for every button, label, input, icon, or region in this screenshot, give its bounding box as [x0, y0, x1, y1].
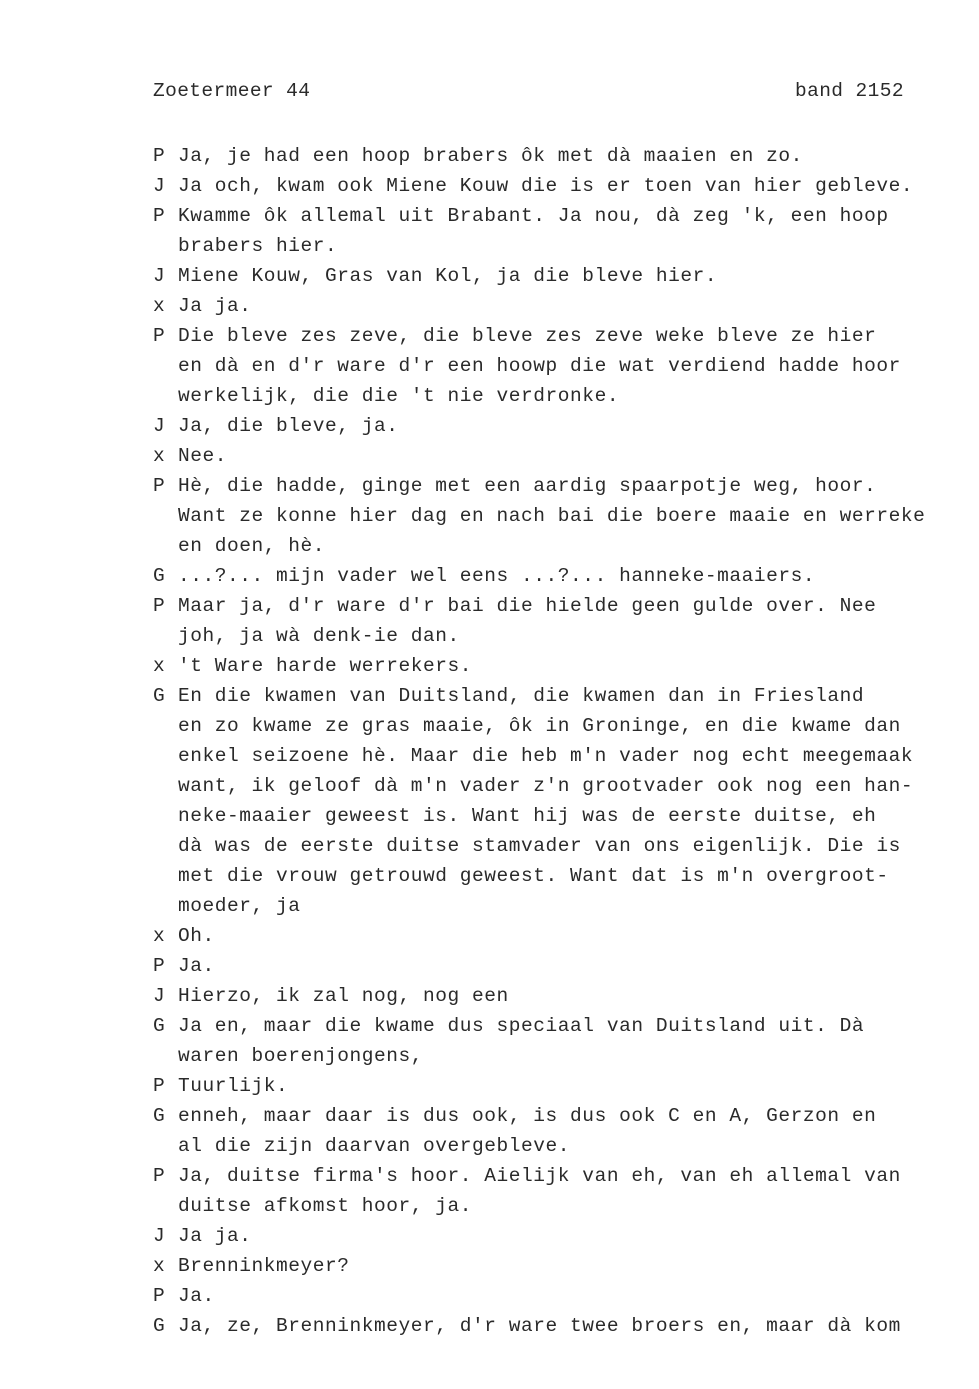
transcript-line [153, 621, 953, 651]
transcript-line [153, 1041, 953, 1071]
transcript-body [153, 141, 953, 1341]
speaker-label: P [153, 1285, 166, 1307]
transcript-line [153, 1191, 953, 1221]
line-text: Ja ja. [178, 1225, 252, 1247]
speaker-label: P [153, 955, 166, 977]
speaker-label: G [153, 1015, 166, 1037]
line-text: Kwamme ôk allemal uit Brabant. Ja nou, dà zeg 'k, een hoop [178, 205, 889, 227]
line-text: Maar ja, d'r ware d'r bai die hielde geen gulde over. Nee [178, 595, 877, 617]
line-text: Ja, je had een hoop brabers ôk met dà maaien en zo. [178, 145, 803, 167]
transcript-line [153, 771, 953, 801]
line-text: moeder, ja [178, 895, 301, 917]
speaker-label: x [153, 925, 166, 947]
speaker-label: J [153, 1225, 166, 1247]
transcript-line [153, 141, 953, 171]
transcript-line [153, 921, 953, 951]
line-text: Brenninkmeyer? [178, 1255, 350, 1277]
line-text: waren boerenjongens, [178, 1045, 424, 1067]
transcript-line [153, 1281, 953, 1311]
speaker-label: G [153, 1105, 166, 1127]
line-text: en zo kwame ze gras maaie, ôk in Groninge, en die kwame dan [178, 715, 901, 737]
line-text: Ja, ze, Brenninkmeyer, d'r ware twee broers en, maar dà kom [178, 1315, 901, 1337]
line-text: Oh. [178, 925, 215, 947]
transcript-line [153, 1131, 953, 1161]
transcript-line [153, 1101, 953, 1131]
line-text: want, ik geloof dà m'n vader z'n grootvader ook nog een han- [178, 775, 914, 797]
transcript-line [153, 441, 953, 471]
speaker-label: G [153, 1315, 166, 1337]
transcript-line [153, 711, 953, 741]
line-text: al die zijn daarvan overgebleve. [178, 1135, 571, 1157]
line-text: Ja och, kwam ook Miene Kouw die is er toen van hier gebleve. [178, 175, 914, 197]
line-text: joh, ja wà denk-ie dan. [178, 625, 460, 647]
transcript-line [153, 801, 953, 831]
transcript-line [153, 531, 953, 561]
line-text: Ja ja. [178, 295, 252, 317]
line-text: brabers hier. [178, 235, 338, 257]
speaker-label: J [153, 175, 166, 197]
transcript-line [153, 831, 953, 861]
line-text: duitse afkomst hoor, ja. [178, 1195, 473, 1217]
transcript-line [153, 1221, 953, 1251]
transcript-line [153, 981, 953, 1011]
speaker-label: P [153, 475, 166, 497]
transcript-line [153, 651, 953, 681]
speaker-label: P [153, 325, 166, 347]
speaker-label: G [153, 685, 166, 707]
transcript-line [153, 411, 953, 441]
line-text: enneh, maar daar is dus ook, is dus ook C en A, Gerzon en [178, 1105, 877, 1127]
line-text: Miene Kouw, Gras van Kol, ja die bleve hier. [178, 265, 718, 287]
speaker-label: G [153, 565, 166, 587]
transcript-line [153, 471, 953, 501]
transcript-line [153, 1011, 953, 1041]
transcript-line [153, 321, 953, 351]
transcript-line [153, 381, 953, 411]
transcript-line [153, 681, 953, 711]
line-text: En die kwamen van Duitsland, die kwamen dan in Friesland [178, 685, 865, 707]
line-text: en dà en d'r ware d'r een hoowp die wat verdiend hadde hoor [178, 355, 901, 377]
transcript-line [153, 261, 953, 291]
speaker-label: J [153, 415, 166, 437]
line-text: Nee. [178, 445, 228, 467]
speaker-label: P [153, 595, 166, 617]
transcript-line [153, 561, 953, 591]
line-text: en doen, hè. [178, 535, 326, 557]
speaker-label: x [153, 295, 166, 317]
transcript-line [153, 1071, 953, 1101]
transcript-line [153, 591, 953, 621]
line-text: Ja. [178, 955, 215, 977]
line-text: werkelijk, die die 't nie verdronke. [178, 385, 620, 407]
line-text: Tuurlijk. [178, 1075, 289, 1097]
header-location: Zoetermeer 44 [153, 80, 311, 102]
transcript-line [153, 861, 953, 891]
speaker-label: P [153, 1165, 166, 1187]
transcript-line [153, 1161, 953, 1191]
header-tape-number: band 2152 [795, 80, 904, 102]
line-text: dà was de eerste duitse stamvader van ons eigenlijk. Die is [178, 835, 901, 857]
transcript-line [153, 351, 953, 381]
speaker-label: x [153, 1255, 166, 1277]
transcript-line [153, 741, 953, 771]
line-text: Want ze konne hier dag en nach bai die boere maaie en werreke [178, 505, 926, 527]
line-text: Ja, duitse firma's hoor. Aielijk van eh, van eh allemal van [178, 1165, 901, 1187]
transcript-line [153, 171, 953, 201]
line-text: Ja, die bleve, ja. [178, 415, 399, 437]
line-text: enkel seizoene hè. Maar die heb m'n vader nog echt meegemaak [178, 745, 914, 767]
transcript-line [153, 1251, 953, 1281]
line-text: ...?... mijn vader wel eens ...?... hanneke-maaiers. [178, 565, 816, 587]
speaker-label: J [153, 985, 166, 1007]
line-text: 't Ware harde werrekers. [178, 655, 473, 677]
transcript-line [153, 291, 953, 321]
line-text: Hè, die hadde, ginge met een aardig spaarpotje weg, hoor. [178, 475, 877, 497]
line-text: Hierzo, ik zal nog, nog een [178, 985, 509, 1007]
speaker-label: x [153, 655, 166, 677]
transcript-line [153, 891, 953, 921]
transcript-line [153, 501, 953, 531]
speaker-label: J [153, 265, 166, 287]
line-text: Ja. [178, 1285, 215, 1307]
transcript-line [153, 951, 953, 981]
line-text: met die vrouw getrouwd geweest. Want dat is m'n overgroot- [178, 865, 889, 887]
transcript-line [153, 231, 953, 261]
speaker-label: P [153, 145, 166, 167]
line-text: Ja en, maar die kwame dus speciaal van Duitsland uit. Dà [178, 1015, 865, 1037]
speaker-label: P [153, 205, 166, 227]
speaker-label: x [153, 445, 166, 467]
line-text: neke-maaier geweest is. Want hij was de eerste duitse, eh [178, 805, 877, 827]
transcript-line [153, 1311, 953, 1341]
line-text: Die bleve zes zeve, die bleve zes zeve weke bleve ze hier [178, 325, 877, 347]
transcript-line [153, 201, 953, 231]
speaker-label: P [153, 1075, 166, 1097]
